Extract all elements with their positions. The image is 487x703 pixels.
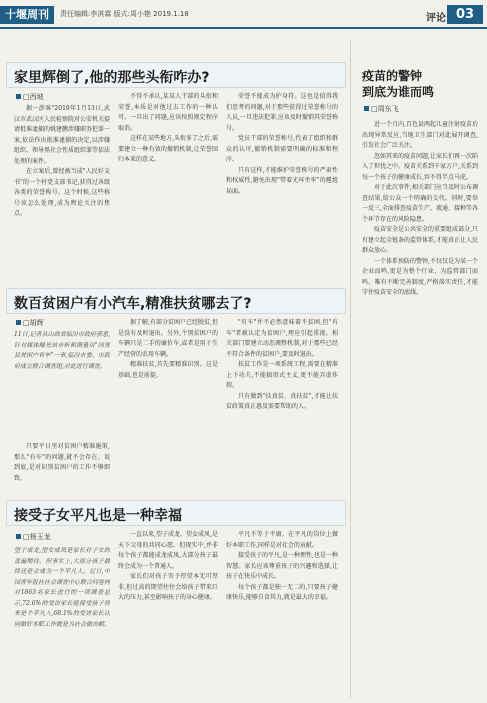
column-divider — [350, 40, 351, 698]
article-1-col-2 — [118, 92, 218, 264]
sidebar-byline: □周东飞 — [362, 104, 399, 114]
sidebar-title-line-2: 到底为谁而鸣 — [362, 85, 435, 99]
paragraph: 一直以来,望子成龙、望女成凤,是天下父母的共同心愿。但现实中,并非每个孩子都能成龙成凤,大部分孩子最终会成为一个普通人。 — [118, 531, 218, 570]
sidebar-body — [362, 120, 478, 696]
article-2-col-2 — [118, 318, 218, 482]
paragraph: 忽如其来的疫苗问题,让家长们再一次陷入了担忧之中。疫苗关系到千家万户,关系到每一个孩子的健康成长,容不得半点马虎。 — [362, 152, 478, 181]
paragraph: 平凡不等于平庸。在平凡的岗位上做好本职工作,同样是对社会的贡献。 — [226, 531, 338, 549]
header-rule — [0, 27, 487, 29]
article-2-col-3 — [226, 318, 338, 482]
paragraph: 据了解,有部分贫困户已经脱贫,但是没有及时退出。另外,个别贫困户的车辆只是二手的廉价车,或者是用于生产经营的农用车辆。 — [118, 319, 218, 358]
paragraph: 疫苗安全是公共安全的重要组成部分,只有建立起全链条的监管体系,才能真正让人民群众放心。 — [362, 226, 478, 254]
paragraph: 这样在某些地方,头衔多了之后,需要建立一种有效的撤销机制,让荣誉回归本来的意义。 — [118, 135, 218, 163]
paragraph: 荣誉不能成为护身符。这也是值得我们思考的问题,对于那些获得过荣誉称号的人员,一旦违法犯罪,应该及时撤销其荣誉称号。 — [226, 93, 338, 132]
paragraph: 精准扶贫,首先要精准识别。这是基础,也是前提。 — [118, 361, 218, 379]
sidebar-title — [362, 68, 434, 100]
page-header — [0, 0, 487, 28]
article-3-byline: □杨玉龙 — [14, 532, 51, 542]
paragraph: 在立案后,曾经被当成"人民好支书"的一个村党支部书记,获得过各级各类的荣誉称号。这个时候,这些称号该怎么处理,成为舆论关注的焦点。 — [14, 168, 110, 217]
paragraph: 一个体系预防的警钟,不仅仅是为某一个企业而鸣,更是为整个行业、为监管部门而鸣。唯有不断完善制度,严格落实责任,才能守住疫苗安全的底线。 — [362, 257, 478, 296]
article-3-col-3 — [226, 530, 338, 696]
paragraph: 近一个月内,百色县两起儿童注射疫苗后出现异常反应,当地卫生部门对此展开调查,引发社会广泛关注。 — [362, 121, 478, 149]
page-number: 03 — [447, 5, 483, 24]
paragraph: 只有这样,才能维护荣誉称号的严肃性和权威性,避免出现"带着光环坐牢"的尴尬局面。 — [226, 166, 338, 195]
paragraph: 据一澎客"2019年1月13日,武汉市武汉区人民检察院对公安机关提请批准逮捕的姚建鹏涉嫌职务犯罪一案,依法作出批准逮捕的决定,以涉嫌组织、领导黑社会性质组织罪等依法处理的案件。 — [14, 105, 110, 165]
article-2-title: 数百贫困户有小汽车,精准扶贫哪去了? — [14, 296, 252, 312]
masthead-brand: 十堰周刊 — [0, 6, 54, 24]
paragraph: 接受孩子的平凡,是一种理性,也是一种智慧。家长应该尊重孩子的兴趣和选择,让孩子在快乐中成长。 — [226, 552, 338, 580]
paragraph: "有车"并不必然意味着不贫困,但"有车"者被认定为贫困户,理应引起重视。相关部门要建立动态调整机制,对于那些已经不符合条件的贫困户,要及时退出。 — [226, 319, 338, 358]
paragraph: 只要平日里对贫困户精准施策,那么"有车"的问题,就不会存在。说到底,是对识别贫困户的工作不够细致。 — [14, 443, 110, 482]
section-label: 评论 — [426, 13, 446, 24]
article-3-lead: 望子成龙,望女成凤是家长对子女的普遍期待。但事实上,大部分孩子最终还是会成为一个平凡人。近日,中国青年报社社会调查中心联合问卷网对1863名家长进行的一项调查显示,72.6%的受访家长能接受孩子将来是个平凡人,68.1%的受访家长认同做好本职工作就是为社会做贡献。 — [14, 547, 110, 628]
paragraph: 不得不承认,某某人干部的头衔和荣誉,本质是对他过去工作的一种认可。一旦出了问题,应该按照规定程序取消。 — [118, 93, 218, 132]
paragraph: 只有做到"扶真贫、真扶贫",才能让扶贫政策真正惠及需要帮助的人。 — [226, 392, 338, 410]
article-1-col-3 — [226, 92, 338, 264]
paragraph: 家长们对孩子寄予厚望本无可厚非,但过高的期望往往会给孩子带来巨大的压力,甚至影响孩子的身心健康。 — [118, 573, 218, 601]
article-3-col-2 — [118, 530, 218, 696]
article-1-byline: □西坡 — [14, 92, 44, 102]
article-3-title: 接受子女平凡也是一种幸福 — [14, 508, 182, 524]
editor-meta: 责任编辑:李淇霖 版式:周小艳 2019.1.18 — [60, 10, 189, 18]
paragraph: 扶贫工作是一项系统工程,需要在精准上下功夫,不能搞形式主义,更不能弄虚作假。 — [226, 361, 338, 389]
article-2-col-1 — [14, 442, 110, 482]
article-1-col-1 — [14, 104, 110, 264]
paragraph: 对于此次事件,相关部门应当及时公布调查结果,给公众一个明确的交代。同时,要举一反三,全面排查疫苗生产、流通、接种等各个环节存在的风险隐患。 — [362, 184, 478, 223]
paragraph: 每个孩子都是独一无二的,只要孩子健康快乐,能够自食其力,就是最大的幸福。 — [226, 583, 338, 601]
sidebar-title-line-1: 疫苗的警钟 — [362, 69, 423, 83]
paragraph: 党员干部的荣誉称号,代表了组织和群众的认可,撤销机制需要明确的标准和程序。 — [226, 135, 338, 163]
article-2-byline: □胡辉 — [14, 318, 44, 328]
article-1-title: 家里辉倒了,他的那些头衔咋办? — [14, 70, 210, 86]
article-2-lead: 11日,记者从山西省临汾市政府获悉,针对媒体曝光该市昕和测量员"国贫县贫困户有车"一事,临汾市委、市政府成立联合调查组,对此进行调查。 — [14, 331, 110, 370]
